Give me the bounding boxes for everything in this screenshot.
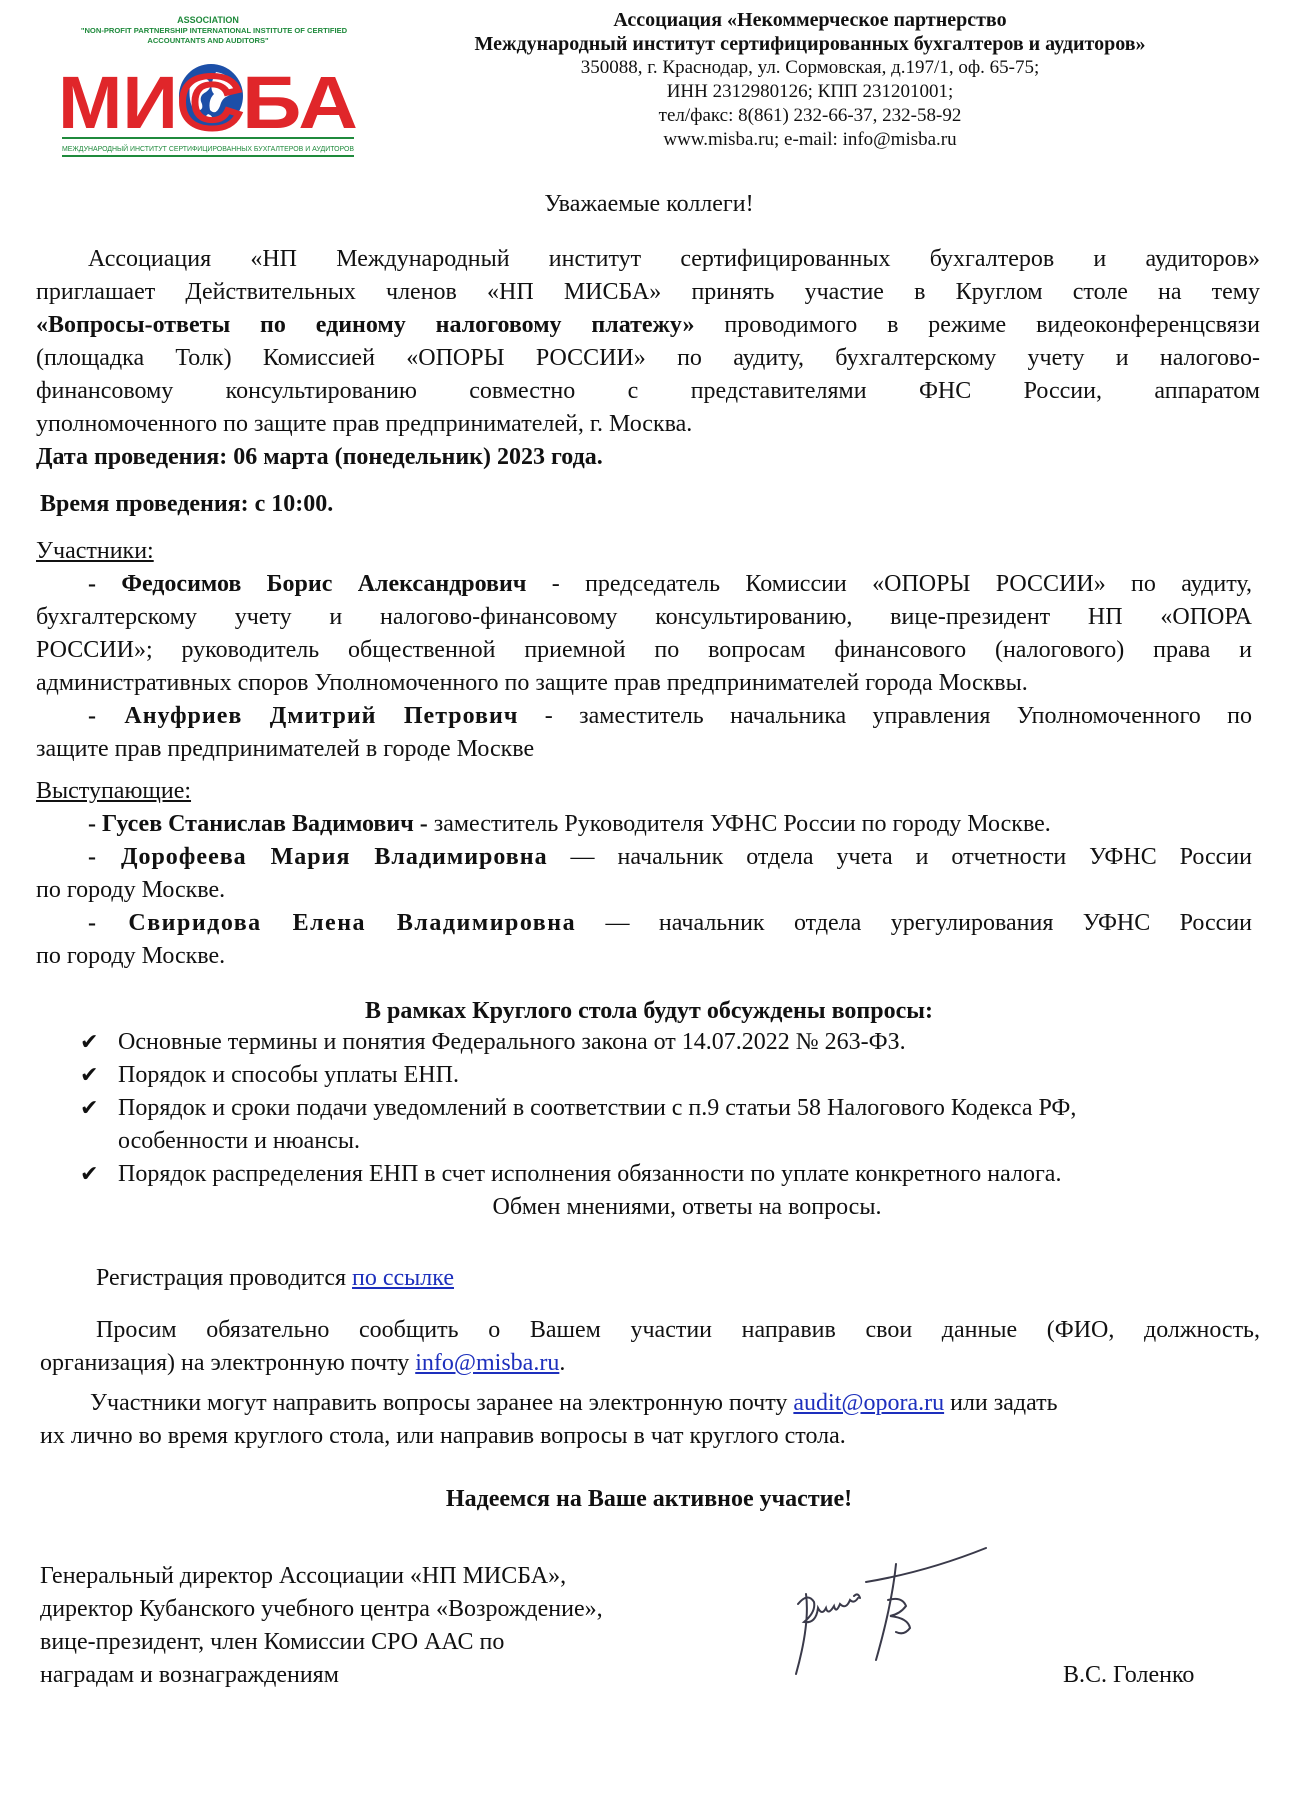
topics-heading: В рамках Круглого стола будут обсуждены вопросы: xyxy=(365,998,933,1024)
participant-1-desc: административных споров Уполномоченного по защите прав предпринимателей города Москвы. xyxy=(36,670,1028,696)
intro-line: уполномоченного по защите прав предпринимателей, г. Москва. xyxy=(36,411,693,437)
handwritten-signature xyxy=(770,1534,990,1694)
questions-paragraph xyxy=(0,1387,1298,1467)
registration-link[interactable]: по ссылке xyxy=(352,1265,454,1291)
letterhead-inn: ИНН 2312980126; КПП 231201001; xyxy=(666,81,954,102)
participant-1: - Федосимов Борис Александрович - председатель Комиссии «ОПОРЫ РОССИИ» по аудиту, xyxy=(88,571,1252,597)
participant-2-desc: защите прав предпринимателей в городе Москве xyxy=(36,736,535,762)
topic-item-cont: особенности и нюансы. xyxy=(118,1128,360,1154)
logo-assoc-line1: ASSOCIATION xyxy=(177,15,239,25)
greeting: Уважаемые коллеги! xyxy=(544,191,754,217)
svg-text:МИ: МИ xyxy=(58,61,178,144)
request-line: Просим обязательно сообщить о Вашем участии направив свои данные (ФИО, должность, xyxy=(96,1317,1260,1343)
participant-2: - Ануфриев Дмитрий Петрович - заместитель начальника управления Уполномоченного по xyxy=(88,703,1253,729)
request-line: организация) на электронную почту info@misba.ru. xyxy=(40,1350,566,1376)
logo-bottom-text: МЕЖДУНАРОДНЫЙ ИНСТИТУТ СЕРТИФИЦИРОВАННЫХ БУХГАЛТЕРОВ И АУДИТОРОВ xyxy=(62,144,355,153)
questions-line: Участники могут направить вопросы заранее на электронную почту audit@opora.ru или задать xyxy=(90,1390,1058,1416)
speakers-heading: Выступающие: xyxy=(36,778,192,804)
logo-assoc-line2: "NON-PROFIT PARTNERSHIP INTERNATIONAL INSTITUTE OF CERTIFIED xyxy=(80,26,348,35)
checkmark-icon: ✔ xyxy=(80,1030,99,1055)
checkmark-icon: ✔ xyxy=(80,1063,99,1088)
intro-line: финансовому консультированию совместно с представителями ФНС России, аппаратом xyxy=(36,378,1260,404)
topic-item: Порядок и способы уплаты ЕНП. xyxy=(118,1062,459,1088)
checkmark-icon: ✔ xyxy=(80,1162,99,1187)
request-paragraph xyxy=(0,1314,1298,1394)
signatory-name: В.С. Голенко xyxy=(1063,1662,1195,1688)
questions-line: их лично во время круглого стола, или направив вопросы в чат круглого стола. xyxy=(40,1423,846,1449)
logo-assoc-line3: ACCOUNTANTS AND AUDITORS" xyxy=(147,36,269,45)
letterhead-web: www.misba.ru; e-mail: info@misba.ru xyxy=(663,129,957,150)
svg-text:БА: БА xyxy=(242,61,358,144)
participants-heading: Участники: xyxy=(36,538,154,564)
intro-line: Ассоциация «НП Международный институт сертифицированных бухгалтеров и аудиторов» xyxy=(88,246,1260,272)
participant-1-desc: бухгалтерскому учету и налогово-финансовому консультированию, вице-президент НП «ОПОРА xyxy=(36,604,1252,630)
closing-wish: Надеемся на Ваше активное участие! xyxy=(445,1486,853,1512)
intro-line: «Вопросы-ответы по единому налоговому платежу» проводимого в режиме видеоконференцсвязи xyxy=(36,312,1260,338)
letterhead-phone: тел/факс: 8(861) 232-66-37, 232-58-92 xyxy=(658,105,962,126)
event-time: Время проведения: с 10:00. xyxy=(40,491,334,517)
topic-item: Основные термины и понятия Федерального закона от 14.07.2022 № 263-ФЗ. xyxy=(118,1029,906,1055)
email-link-info[interactable]: info@misba.ru xyxy=(415,1350,560,1376)
signatory-title: Генеральный директор Ассоциации «НП МИСБА», директор Кубанского учебного центра «Возрождение», вице-президент, член Комиссии СРО ААС по наградам и вознаграждениям xyxy=(40,1563,603,1688)
speaker-2: - Дорофеева Мария Владимировна — начальник отдела учета и отчетности УФНС России xyxy=(88,844,1252,870)
letterhead-address: 350088, г. Краснодар, ул. Сормовская, д.197/1, оф. 65-75; xyxy=(580,57,1040,78)
speaker-3: - Свиридова Елена Владимировна — начальник отдела урегулирования УФНС России xyxy=(88,910,1253,936)
topics-closing: Обмен мнениями, ответы на вопросы. xyxy=(492,1194,882,1220)
intro-line: (площадка Толк) Комиссией «ОПОРЫ РОССИИ» по аудиту, бухгалтерскому учету и налогово- xyxy=(36,345,1260,371)
registration-line: Регистрация проводится по ссылке xyxy=(96,1265,454,1291)
event-date: Дата проведения: 06 марта (понедельник) 2023 года. xyxy=(36,444,603,470)
round-table-topic: «Вопросы-ответы по единому налоговому платежу» xyxy=(36,312,695,338)
letterhead-line2: Международный институт сертифицированных бухгалтеров и аудиторов» xyxy=(474,33,1146,55)
checkmark-icon: ✔ xyxy=(80,1096,99,1121)
misba-logo-graphic xyxy=(58,14,358,168)
letterhead xyxy=(380,8,1240,152)
topic-item: Порядок и сроки подачи уведомлений в соответствии с п.9 статьи 58 Налогового Кодекса РФ, xyxy=(118,1095,1077,1121)
speaker-2-cont: по городу Москве. xyxy=(36,877,226,903)
speaker-1: - Гусев Станислав Вадимович - заместитель Руководителя УФНС России по городу Москве. xyxy=(88,811,1051,837)
intro-line: приглашает Действительных членов «НП МИСБА» принять участие в Круглом столе на тему xyxy=(36,279,1260,305)
participant-1-desc: РОССИИ»; руководитель общественной приемной по вопросам финансового (налогового) права и xyxy=(36,637,1252,663)
misba-logo xyxy=(58,14,358,168)
email-link-audit[interactable]: audit@opora.ru xyxy=(793,1390,945,1416)
letterhead-line1: Ассоциация «Некоммерческое партнерство xyxy=(613,9,1007,31)
speaker-3-cont: по городу Москве. xyxy=(36,943,226,969)
topic-item: Порядок распределения ЕНП в счет исполнения обязанности по уплате конкретного налога. xyxy=(118,1161,1062,1187)
svg-text:С: С xyxy=(179,61,241,144)
